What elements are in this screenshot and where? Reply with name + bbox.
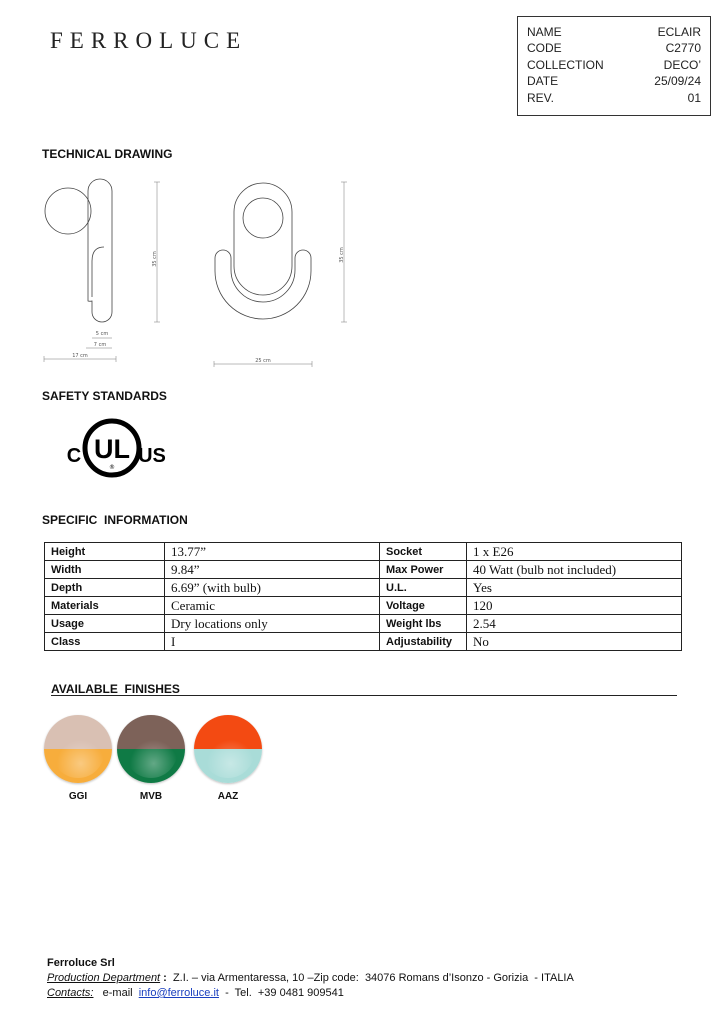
info-row-date	[527, 73, 701, 89]
dim-label-7cm: 7 cm	[93, 342, 107, 348]
production-separator: :	[160, 972, 170, 984]
spec-key: Materials	[45, 597, 165, 615]
specific-information-heading: SPECIFIC INFORMATION	[42, 513, 188, 527]
table-row	[45, 561, 682, 579]
table-row	[45, 543, 682, 561]
table-row	[45, 633, 682, 651]
product-info-box	[517, 16, 711, 116]
info-row-collection	[527, 57, 701, 73]
spec-value: 2.54	[467, 615, 682, 633]
spec-key: Depth	[45, 579, 165, 597]
spec-key: Max Power	[380, 561, 467, 579]
side-lip-outline	[92, 247, 104, 297]
safety-standards-heading: SAFETY STANDARDS	[42, 389, 167, 403]
spec-value: Dry locations only	[165, 615, 380, 633]
cul-us-certification-logo	[66, 417, 166, 479]
email-link[interactable]: info@ferroluce.it	[138, 987, 219, 999]
production-label: Production Department	[47, 972, 161, 984]
brand-logo: FERROLUCE	[50, 28, 248, 53]
dim-label-25cm: 25 cm	[255, 358, 271, 364]
production-address: Z.I. – via Armentaressa, 10 –Zip code: 34076 Romans d’Isonzo - Gorizia - ITALIA	[169, 972, 574, 984]
technical-drawing-heading: TECHNICAL DRAWING	[42, 147, 173, 161]
dim-label-5cm: 5 cm	[95, 331, 109, 337]
spec-key: Socket	[380, 543, 467, 561]
table-row	[45, 579, 682, 597]
ul-logo-left: C	[66, 445, 82, 467]
spec-value: Ceramic	[165, 597, 380, 615]
info-label: COLLECTION	[527, 57, 604, 72]
finish-code: MVB	[139, 791, 163, 802]
info-row-code	[527, 40, 701, 56]
side-bulb-outline	[45, 188, 91, 234]
ul-logo-center: UL	[94, 434, 130, 464]
spec-value: No	[467, 633, 682, 651]
spec-value: Yes	[467, 579, 682, 597]
telephone: - Tel. +39 0481 909541	[218, 987, 344, 999]
spec-table	[44, 542, 682, 651]
spec-key: Voltage	[380, 597, 467, 615]
spec-value: I	[165, 633, 380, 651]
info-label: DATE	[527, 74, 559, 89]
front-body-outline	[234, 183, 292, 295]
info-label: CODE	[527, 41, 562, 56]
info-row-rev	[527, 90, 701, 106]
spec-key: Height	[45, 543, 165, 561]
company-name: Ferroluce Srl	[47, 957, 115, 969]
spec-value: 13.77”	[165, 543, 380, 561]
available-finishes-heading: AVAILABLE FINISHES	[51, 682, 180, 696]
table-row	[45, 597, 682, 615]
front-shade-outline	[215, 250, 311, 319]
dim-label-17cm: 17 cm	[72, 353, 88, 359]
spec-value: 40 Watt (bulb not included)	[467, 561, 682, 579]
svg-text:®: ®	[109, 464, 115, 471]
spec-key: U.L.	[380, 579, 467, 597]
spec-key: Adjustability	[380, 633, 467, 651]
info-value: 25/09/24	[654, 74, 701, 89]
finish-swatch-ggi	[44, 715, 112, 783]
technical-drawing	[38, 175, 368, 370]
info-value: 01	[687, 90, 701, 105]
info-value: DECO’	[663, 57, 701, 72]
spec-key: Weight lbs	[380, 615, 467, 633]
contacts-line	[47, 986, 574, 1001]
ul-logo-right: US	[138, 445, 166, 467]
table-row	[45, 615, 682, 633]
production-line	[47, 971, 574, 986]
finish-code: AAZ	[217, 791, 239, 802]
finishes-divider	[51, 695, 677, 696]
spec-value: 1 x E26	[467, 543, 682, 561]
info-label: NAME	[527, 25, 562, 39]
spec-value: 9.84”	[165, 561, 380, 579]
side-body-outline	[88, 179, 112, 322]
info-label: REV.	[527, 90, 554, 105]
finish-code: GGI	[68, 791, 88, 802]
contacts-label: Contacts:	[47, 987, 94, 999]
email-prefix: e-mail	[93, 987, 139, 999]
finishes-list	[44, 715, 284, 805]
front-bulb-outline	[243, 198, 283, 238]
dim-label-front-height: 35 cm	[339, 247, 345, 263]
footer	[47, 956, 574, 1001]
finish-swatch-aaz	[194, 715, 262, 783]
spec-key: Width	[45, 561, 165, 579]
spec-value: 6.69” (with bulb)	[165, 579, 380, 597]
finish-swatch-mvb	[117, 715, 185, 783]
dim-label-side-height: 35 cm	[152, 251, 158, 267]
spec-key: Usage	[45, 615, 165, 633]
spec-key: Class	[45, 633, 165, 651]
info-row-name	[527, 24, 701, 40]
info-value: ECLAIR	[657, 25, 701, 39]
info-value: C2770	[665, 41, 701, 56]
spec-value: 120	[467, 597, 682, 615]
